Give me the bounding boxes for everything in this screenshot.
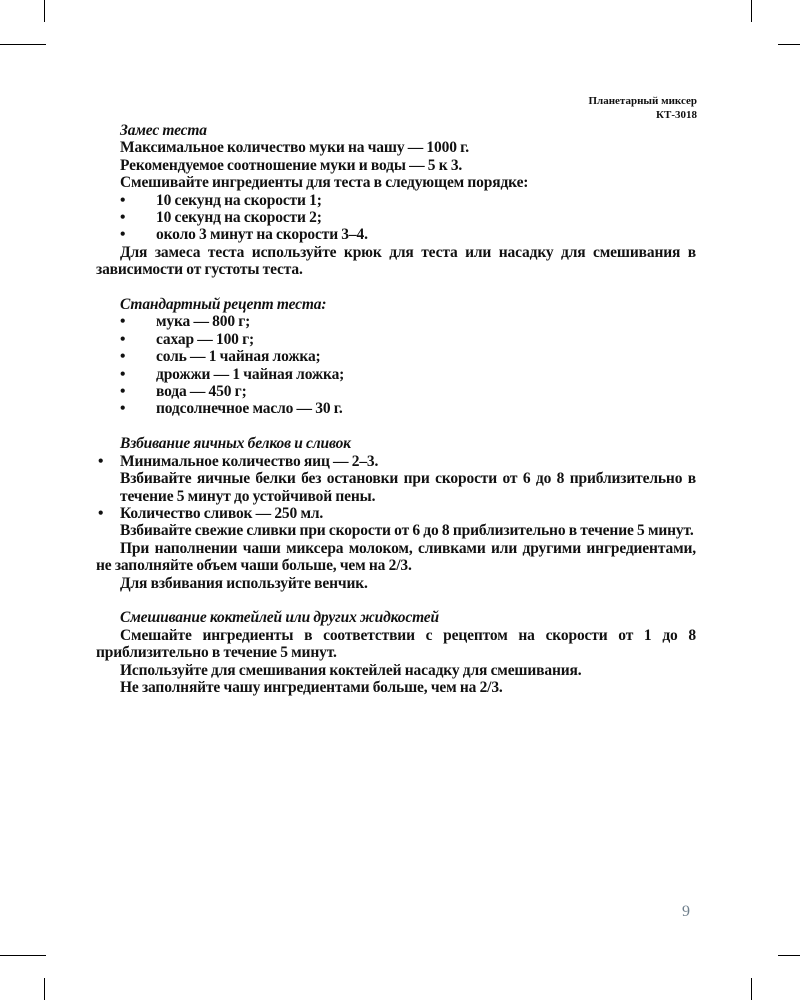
whipping-fill-note: При наполнении чаши миксера молоком, сливками или другими ингредиентами, не заполняйте объем чаши больше, чем на 2/3. — [96, 539, 696, 575]
whipping-tool-note: Для взбивания используйте венчик. — [120, 574, 368, 592]
dough-step: • около 3 минут на скорости 3–4. — [96, 226, 696, 243]
page-number: 9 — [682, 903, 690, 920]
section-title-dough: Замес теста — [120, 122, 207, 139]
crop-mark-top-right — [751, 0, 752, 22]
dough-step: • 10 секунд на скорости 2; — [96, 209, 696, 226]
header-model: КТ-3018 — [656, 109, 697, 121]
crop-mark-left-bottom — [0, 955, 46, 956]
running-header — [588, 94, 697, 122]
crop-mark-right-top — [778, 44, 800, 45]
recipe-item: • сахар — 100 г; — [96, 331, 696, 348]
crop-mark-left-top — [0, 44, 46, 45]
dough-line: Максимальное количество муки на чашу — 1000 г. — [120, 139, 470, 157]
whipping-cream-text: Взбивайте свежие сливки при скорости от 6 до 8 приблизительно в течение 5 минут. — [120, 522, 694, 540]
whipping-egg-item: • Минимальное количество яиц — 2–3. — [96, 453, 696, 470]
header-product: Планетарный миксер — [588, 95, 697, 107]
section-title-recipe: Стандартный рецепт теста: — [120, 296, 327, 314]
page-content — [96, 122, 696, 696]
recipe-item: • мука — 800 г; — [96, 313, 696, 330]
crop-mark-right-bottom — [778, 955, 800, 956]
crop-mark-bottom-left — [44, 978, 45, 1000]
section-title-whipping: Взбивание яичных белков и сливок — [120, 435, 351, 453]
crop-mark-top-left — [44, 0, 45, 22]
crop-mark-bottom-right — [751, 978, 752, 1000]
recipe-item: • вода — 450 г; — [96, 383, 696, 400]
whipping-egg-text: Взбивайте яичные белки без остановки при скорости от 6 до 8 приблизительно в течение 5 минут до устойчивой пены. — [120, 470, 696, 505]
dough-step: • 10 секунд на скорости 1; — [96, 192, 696, 209]
cocktails-text: Используйте для смешивания коктейлей насадку для смешивания. — [120, 661, 582, 679]
cocktails-text: Смешайте ингредиенты в соответствии с рецептом на скорости от 1 до 8 приблизительно в течение 5 минут. — [96, 626, 696, 662]
recipe-item: • дрожжи — 1 чайная ложка; — [96, 366, 696, 383]
cocktails-text: Не заполняйте чашу ингредиентами больше, чем на 2/3. — [120, 678, 503, 696]
dough-line: Смешивайте ингредиенты для теста в следующем порядке: — [120, 174, 529, 192]
dough-note: Для замеса теста используйте крюк для теста или насадку для смешивания в зависимости от густоты теста. — [96, 243, 696, 279]
recipe-item: • соль — 1 чайная ложка; — [96, 348, 696, 365]
section-title-cocktails: Смешивание коктейлей или других жидкостей — [120, 609, 439, 627]
dough-line: Рекомендуемое соотношение муки и воды — 5 к 3. — [120, 156, 463, 174]
recipe-item: • подсолнечное масло — 30 г. — [96, 400, 696, 417]
whipping-cream-item: • Количество сливок — 250 мл. — [96, 505, 696, 522]
